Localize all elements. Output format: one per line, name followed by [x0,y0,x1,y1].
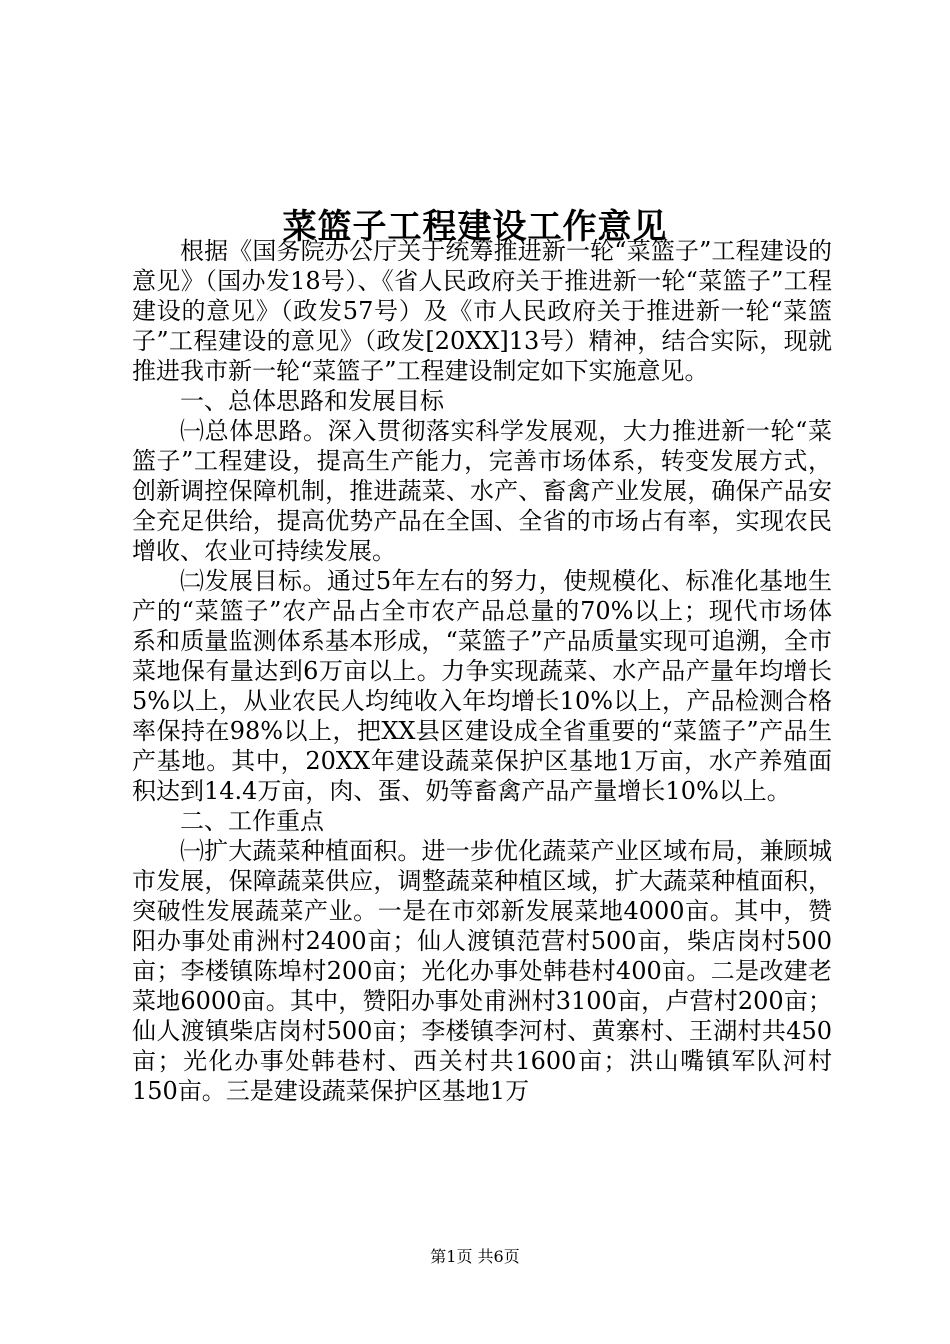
page-footer: 第1页 共6页 [430,1247,520,1266]
section-heading-2: 二、工作重点 [180,807,324,835]
paragraph-intro: 根据《国务院办公厅关于统筹推进新一轮“菜篮子”工程建设的意见》（国办发18号）、《省人民政府关于推进新一轮“菜篮子”工程建设的意见》（政发57号）及《市人民政府关于推进新一轮“菜篮子”工程建设的意见》（政发[20XX]13号）精神，结合实际，现就推进我市新一轮“菜篮子”工程建设制定如下实施意见。 [132,237,832,385]
paragraph-development-goals: ㈡发展目标。通过5年左右的努力，使规模化、标准化基地生产的“菜篮子”农产品占全市农产品总量的70%以上；现代市场体系和质量监测体系基本形成，“菜篮子”产品质量实现可追溯，全市菜地保有量达到6万亩以上。力争实现蔬菜、水产品产量年均增长5%以上，从业农民人均纯收入年均增长10%以上，产品检测合格率保持在98%以上，把XX县区建设成全省重要的“菜篮子”产品生产基地。其中，20XX年建设蔬菜保护区基地1万亩，水产养殖面积达到14.4万亩，肉、蛋、奶等畜禽产品产量增长10%以上。 [132,567,832,805]
document-title: 菜篮子工程建设工作意见 [282,206,668,247]
paragraph-overall-approach: ㈠总体思路。深入贯彻落实科学发展观，大力推进新一轮“菜篮子”工程建设，提高生产能力，完善市场体系，转变发展方式，创新调控保障机制，推进蔬菜、水产、畜禽产业发展，确保产品安全充足供给，提高优势产品在全国、全省的市场占有率，实现农民增收、农业可持续发展。 [132,417,832,565]
section-heading-1: 一、总体思路和发展目标 [180,387,444,415]
document-body [132,236,832,1106]
paragraph-expand-vegetable-area: ㈠扩大蔬菜种植面积。进一步优化蔬菜产业区域布局，兼顾城市发展，保障蔬菜供应，调整蔬菜种植区域，扩大蔬菜种植面积，突破性发展蔬菜产业。一是在市郊新发展菜地4000亩。其中，赞阳办事处甫洲村2400亩；仙人渡镇范营村500亩，柴店岗村500亩；李楼镇陈埠村200亩；光化办事处韩巷村400亩。二是改建老菜地6000亩。其中，赞阳办事处甫洲村3100亩，卢营村200亩；仙人渡镇柴店岗村500亩；李楼镇李河村、黄寨村、王湖村共450亩；光化办事处韩巷村、西关村共1600亩；洪山嘴镇军队河村150亩。三是建设蔬菜保护区基地1万 [132,837,832,1105]
